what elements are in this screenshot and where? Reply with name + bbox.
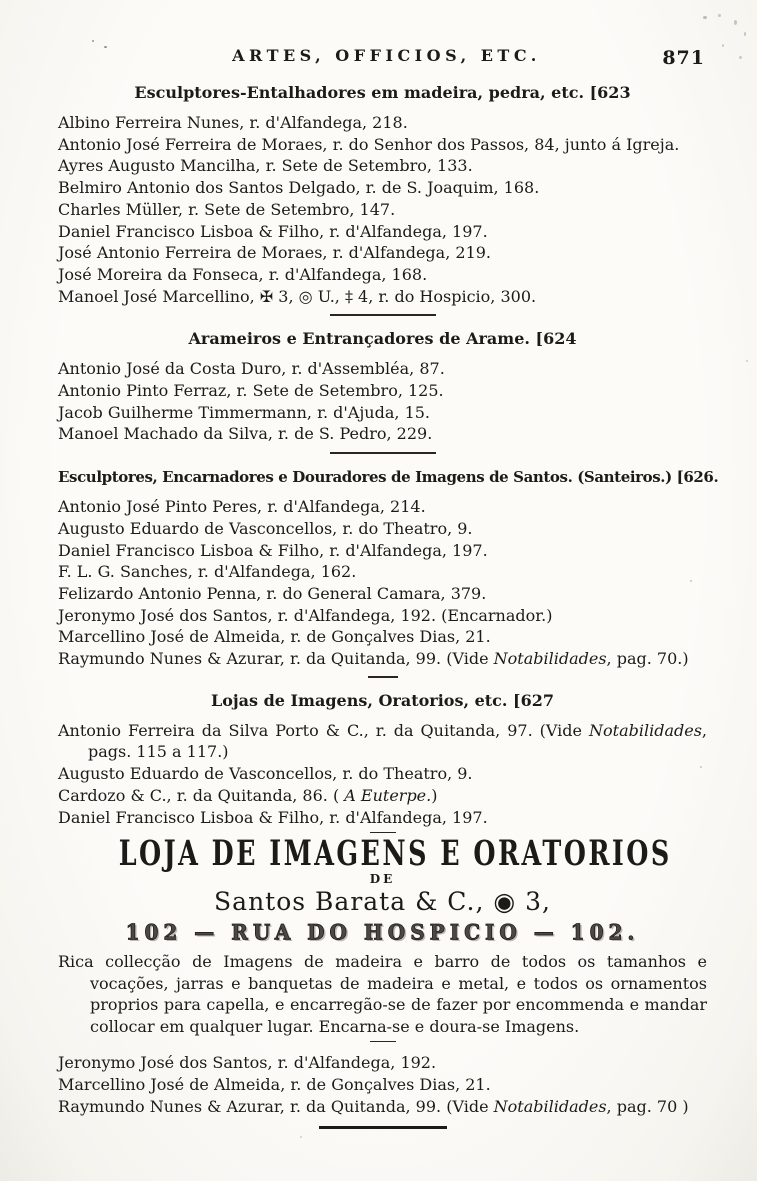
advert-body-text: Rica collecção de Imagens de madeira e barro de todos os tamanhos e vocações, jarras e banquetas de madeira e metal, e todos os ornamentos proprios para capella, e encarregão-se de fazer por encommenda e mandar collocar em qualquer lugar. Encarna-se e doura-se Imagens.	[58, 952, 707, 1036]
directory-entry: Daniel Francisco Lisboa & Filho, r. d'Alfandega, 197.	[58, 807, 488, 827]
advertisement-santos-barata	[58, 834, 707, 1037]
directory-entry	[58, 1096, 707, 1118]
text-segment: , pags. 115 a 117.)	[88, 720, 707, 762]
scan-speckle	[722, 44, 724, 47]
entries-list-santeiros	[58, 496, 707, 670]
text-segment: , pag. 70 )	[606, 1096, 689, 1116]
directory-entry: Manoel Machado da Silva, r. de S. Pedro, 229.	[58, 424, 433, 444]
section-divider	[330, 314, 436, 316]
directory-entry	[58, 648, 707, 670]
text-segment: , pag. 70.)	[606, 649, 689, 669]
footer-divider	[370, 1041, 396, 1042]
text-segment: Raymundo Nunes & Azurar, r. da Quitanda, 99. (Vide	[58, 649, 494, 669]
directory-entry: Daniel Francisco Lisboa & Filho, r. d'Alfandega, 197.	[58, 540, 488, 560]
scan-speckle	[718, 14, 721, 17]
section-heading-arameiros: Arameiros e Entrançadores de Arame. [624	[188, 329, 577, 349]
directory-entry: Jeronymo José dos Santos, r. d'Alfandega, 192. (Encarnador.)	[58, 605, 553, 625]
directory-entry: F. L. G. Sanches, r. d'Alfandega, 162.	[58, 562, 357, 582]
directory-entry: Manoel José Marcellino, ✠ 3, ◎ U., ‡ 4, r. do Hospicio, 300.	[58, 286, 537, 306]
scan-speckle	[300, 1136, 302, 1138]
scan-speckle	[104, 46, 107, 48]
directory-entry: Marcellino José de Almeida, r. de Gonçalves Dias, 21.	[58, 1074, 491, 1094]
text-segment: Cardozo & C., r. da Quitanda, 86. (	[58, 785, 345, 805]
directory-entry: José Moreira da Fonseca, r. d'Alfandega, 168.	[58, 264, 428, 284]
directory-entry: Jeronymo José dos Santos, r. d'Alfandega, 192.	[58, 1053, 437, 1073]
entries-list-arameiros	[58, 358, 707, 445]
directory-entry: Jacob Guilherme Timmermann, r. d'Ajuda, 15.	[58, 402, 431, 422]
directory-entry: Augusto Eduardo de Vasconcellos, r. do Theatro, 9.	[58, 518, 473, 538]
directory-entry: Marcellino José de Almeida, r. de Gonçalves Dias, 21.	[58, 627, 491, 647]
directory-entry: Antonio José Pinto Peres, r. d'Alfandega, 214.	[58, 497, 426, 517]
directory-entry: Augusto Eduardo de Vasconcellos, r. do Theatro, 9.	[58, 764, 473, 784]
scan-speckle	[92, 40, 94, 42]
running-head	[0, 46, 757, 70]
directory-entry: Albino Ferreira Nunes, r. d'Alfandega, 218.	[58, 113, 408, 132]
italic-text-segment: Notabilidades	[589, 720, 702, 740]
page-content	[58, 82, 719, 1129]
text-segment: Raymundo Nunes & Azurar, r. da Quitanda, 99. (Vide	[58, 1096, 494, 1116]
italic-text-segment: A Euterpe.	[344, 785, 432, 805]
section-heading-lojas-de-imagens: Lojas de Imagens, Oratorios, etc. [627	[210, 690, 555, 710]
advert-owner: Santos Barata & C., ◉ 3,	[214, 887, 551, 917]
scan-speckle	[734, 20, 737, 25]
italic-text-segment: Notabilidades	[493, 649, 607, 669]
scan-speckle	[739, 56, 742, 59]
directory-entry: José Antonio Ferreira de Moraes, r. d'Alfandega, 219.	[58, 243, 492, 263]
page-number: 871	[662, 47, 705, 69]
advert-subtitle: DE	[369, 872, 396, 887]
directory-entry: Ayres Augusto Mancilha, r. Sete de Setembro, 133.	[58, 156, 473, 176]
scan-speckle	[746, 360, 748, 362]
text-segment: Antonio Ferreira da Silva Porto & C., r. da Quitanda, 97. (Vide	[58, 720, 589, 740]
text-segment: )	[431, 785, 438, 805]
directory-entry: Felizardo Antonio Penna, r. do General Camara, 379.	[58, 583, 487, 603]
section-heading-santeiros: Esculptores, Encarnadores e Douradores de Imagens de Santos. (Santeiros.) [626.	[58, 468, 719, 487]
advert-title: LOJA DE IMAGENS E ORATORIOS	[118, 834, 672, 875]
entries-list-esculptores-entalhadores	[58, 112, 707, 307]
italic-text-segment: Notabilidades	[493, 1096, 607, 1116]
section-divider	[368, 676, 398, 678]
directory-entry: Belmiro Antonio dos Santos Delgado, r. de S. Joaquim, 168.	[58, 178, 540, 198]
directory-entry: Charles Müller, r. Sete de Setembro, 147.	[58, 199, 396, 219]
scan-speckle	[703, 16, 707, 19]
directory-entry: Daniel Francisco Lisboa & Filho, r. d'Alfandega, 197.	[58, 221, 488, 241]
scan-speckle	[744, 32, 746, 36]
scan-speckle	[700, 766, 702, 768]
directory-entry: Antonio José da Costa Duro, r. d'Assembléa, 87.	[58, 359, 445, 379]
page-title: ARTES, OFFICIOS, ETC.	[232, 46, 541, 65]
footer-entries-list	[58, 1052, 707, 1117]
section-heading-esculptores-entalhadores: Esculptores-Entalhadores em madeira, pedra, etc. [623	[134, 83, 631, 102]
scan-speckle	[690, 580, 692, 582]
section-divider	[330, 452, 436, 454]
directory-entry: Antonio José Ferreira de Moraes, r. do Senhor dos Passos, 84, junto á Igreja.	[58, 134, 680, 154]
directory-entry	[58, 785, 707, 807]
page-end-rule	[319, 1126, 447, 1129]
directory-entry: Antonio Pinto Ferraz, r. Sete de Setembro, 125.	[58, 381, 444, 401]
directory-entry	[58, 720, 707, 763]
entries-list-lojas-de-imagens	[58, 720, 707, 829]
advert-address: 102 — RUA DO HOSPICIO — 102.	[125, 919, 640, 945]
